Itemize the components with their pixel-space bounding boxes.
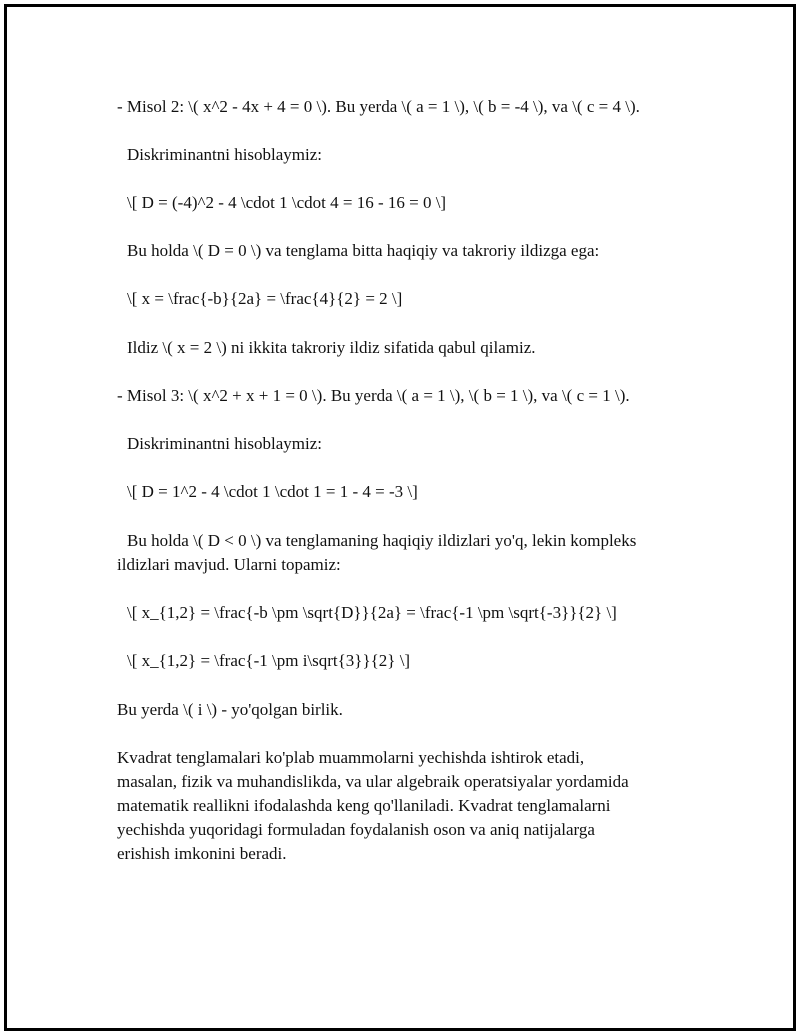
conclusion-line-2: masalan, fizik va muhandislikda, va ular algebraik operatsiyalar yordamida	[117, 772, 629, 791]
conclusion-line-3: matematik reallikni ifodalashda keng qo'llaniladi. Kvadrat tenglamalarni	[117, 796, 611, 815]
page-border	[4, 4, 796, 1031]
discriminant-formula: \[ D = (-4)^2 - 4 \cdot 1 \cdot 4 = 16 - 16 = 0 \]	[127, 193, 447, 212]
example-3-statement: - Misol 3: \( x^2 + x + 1 = 0 \). Bu yerda \( a = 1 \), \( b = 1 \), va \( c = 1 \).	[117, 386, 630, 405]
complex-roots-paragraph-line-2: ildizlari mavjud. Ularni topamiz:	[117, 555, 341, 574]
discriminant-heading-2: Diskriminantni hisoblaymiz:	[127, 434, 323, 453]
quadratic-formula: \[ x_{1,2} = \frac{-b \pm \sqrt{D}}{2a} = \frac{-1 \pm \sqrt{-3}}{2} \]	[127, 603, 617, 622]
conclusion-line-5: erishish imkonini beradi.	[117, 844, 287, 863]
complex-roots-formula: \[ x_{1,2} = \frac{-1 \pm i\sqrt{3}}{2} \]	[127, 651, 411, 670]
root-note: Ildiz \( x = 2 \) ni ikkita takroriy ildiz sifatida qabul qilamiz.	[127, 338, 536, 357]
example-2-statement: - Misol 2: \( x^2 - 4x + 4 = 0 \). Bu yerda \( a = 1 \), \( b = -4 \), va \( c = 4 \).	[117, 97, 640, 116]
zero-discriminant-text: Bu holda \( D = 0 \) va tenglama bitta haqiqiy va takroriy ildizga ega:	[127, 241, 600, 260]
imaginary-unit-note: Bu yerda \( i \) - yo'qolgan birlik.	[117, 700, 343, 719]
discriminant-heading: Diskriminantni hisoblaymiz:	[127, 145, 323, 164]
complex-roots-paragraph-line-1: Bu holda \( D < 0 \) va tenglamaning haqiqiy ildizlari yo'q, lekin kompleks	[127, 531, 637, 550]
conclusion-line-1: Kvadrat tenglamalari ko'plab muammolarni yechishda ishtirok etadi,	[117, 748, 585, 767]
discriminant-formula-2: \[ D = 1^2 - 4 \cdot 1 \cdot 1 = 1 - 4 = -3 \]	[127, 482, 418, 501]
conclusion-line-4: yechishda yuqoridagi formuladan foydalanish oson va aniq natijalarga	[117, 820, 595, 839]
root-formula: \[ x = \frac{-b}{2a} = \frac{4}{2} = 2 \]	[127, 289, 403, 308]
